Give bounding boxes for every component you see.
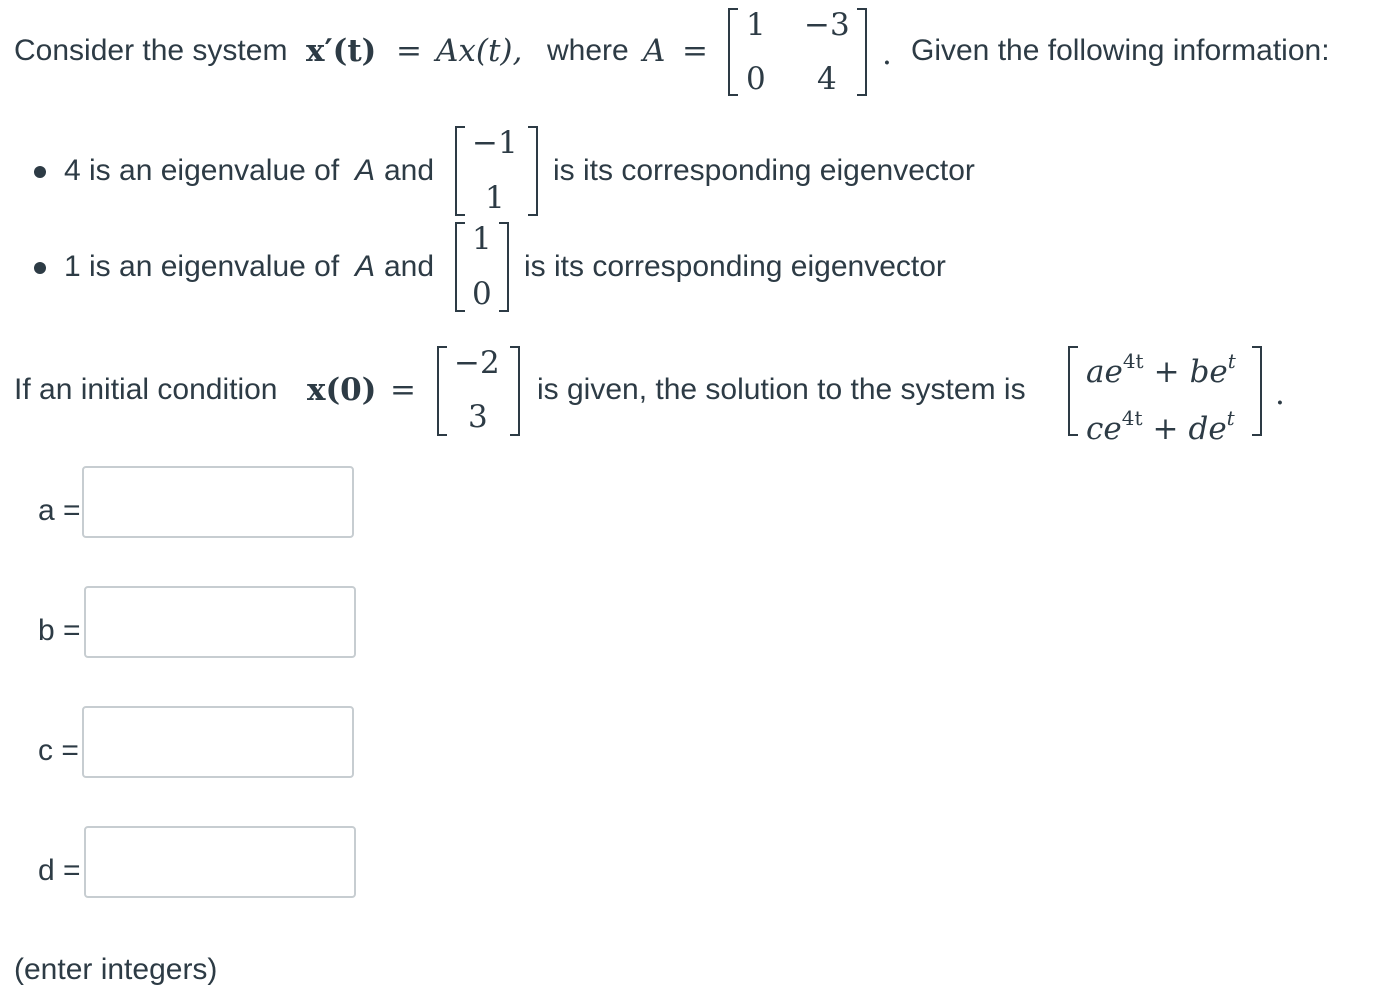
answer-input-d[interactable] [84, 826, 356, 898]
matrix-left-bracket [728, 8, 738, 96]
vector-cell: −1 [472, 125, 518, 161]
ic-equals: = [390, 372, 416, 408]
solution-right-bracket [1252, 346, 1262, 436]
ic-middle: is given, the solution to the system is [537, 373, 1026, 406]
matrix-cell: 4 [817, 61, 837, 97]
answer-input-c[interactable] [82, 706, 354, 778]
eigen-and: and [384, 154, 435, 187]
answer-input-b[interactable] [84, 586, 356, 658]
vector-right-bracket [499, 222, 509, 312]
bullet-icon [34, 262, 46, 274]
answer-label-a: a = [38, 494, 81, 527]
vector-cell: 1 [472, 221, 492, 257]
matrix-cell: 1 [746, 7, 766, 43]
solution-row-1 [1086, 344, 1236, 389]
vector-left-bracket [455, 222, 465, 312]
ic-period: . [1275, 376, 1285, 412]
sol-term: ae [1086, 354, 1123, 390]
eigen-suffix: is its corresponding eigenvector [553, 154, 975, 187]
vector-cell: −2 [454, 345, 500, 381]
intro-period: . [882, 36, 892, 72]
eigen-prefix: 4 is an eigenvalue of [64, 154, 340, 187]
solution-left-bracket [1068, 346, 1078, 436]
sol-term: ce [1086, 411, 1122, 447]
vector-right-bracket [528, 126, 538, 216]
ic-prefix: If an initial condition [14, 373, 278, 406]
intro-suffix: Given the following information: [911, 34, 1330, 67]
system-eq-lhs: x′(t) [306, 33, 377, 69]
eigen-matrix-name: A [355, 250, 376, 283]
vector-left-bracket [455, 126, 465, 216]
sol-plus: + [1152, 411, 1179, 447]
vector-cell: 3 [468, 399, 488, 435]
matrix-cell: −3 [804, 7, 850, 43]
eigen-and: and [384, 250, 435, 283]
eigen-prefix: 1 is an eigenvalue of [64, 250, 340, 283]
sol-plus: + [1153, 354, 1180, 390]
sol-exponent: 4t [1122, 349, 1144, 373]
eigen-matrix-name: A [355, 154, 376, 187]
system-eq-rhs: Ax(t), [436, 33, 523, 69]
answer-label-c: c = [38, 734, 79, 767]
sol-term: de [1188, 411, 1227, 447]
ic-lhs-text: x(0) [307, 372, 377, 408]
matrix-right-bracket [857, 8, 867, 96]
matrix-cell: 0 [746, 61, 766, 97]
sol-exponent: t [1226, 406, 1235, 430]
ic-vector-left-bracket [437, 346, 447, 436]
answer-label-b: b = [38, 614, 81, 647]
eigen-suffix: is its corresponding eigenvector [524, 250, 946, 283]
matrix-name: A [643, 33, 666, 69]
vector-cell: 0 [472, 276, 492, 312]
ic-vector-right-bracket [510, 346, 520, 436]
footer-note: (enter integers) [14, 953, 218, 986]
sol-exponent: 4t [1121, 406, 1143, 430]
sol-exponent: t [1227, 349, 1236, 373]
system-eq-equals: = [396, 33, 422, 69]
where-text: where [547, 34, 629, 67]
vector-cell: 1 [485, 180, 505, 216]
sol-term: be [1189, 354, 1228, 390]
intro-prefix: Consider the system [14, 34, 288, 67]
solution-row-2 [1086, 401, 1235, 446]
matrix-equals: = [682, 33, 708, 69]
answer-label-d: d = [38, 854, 81, 887]
answer-input-a[interactable] [82, 466, 354, 538]
bullet-icon [34, 166, 46, 178]
ic-lhs [307, 372, 376, 408]
